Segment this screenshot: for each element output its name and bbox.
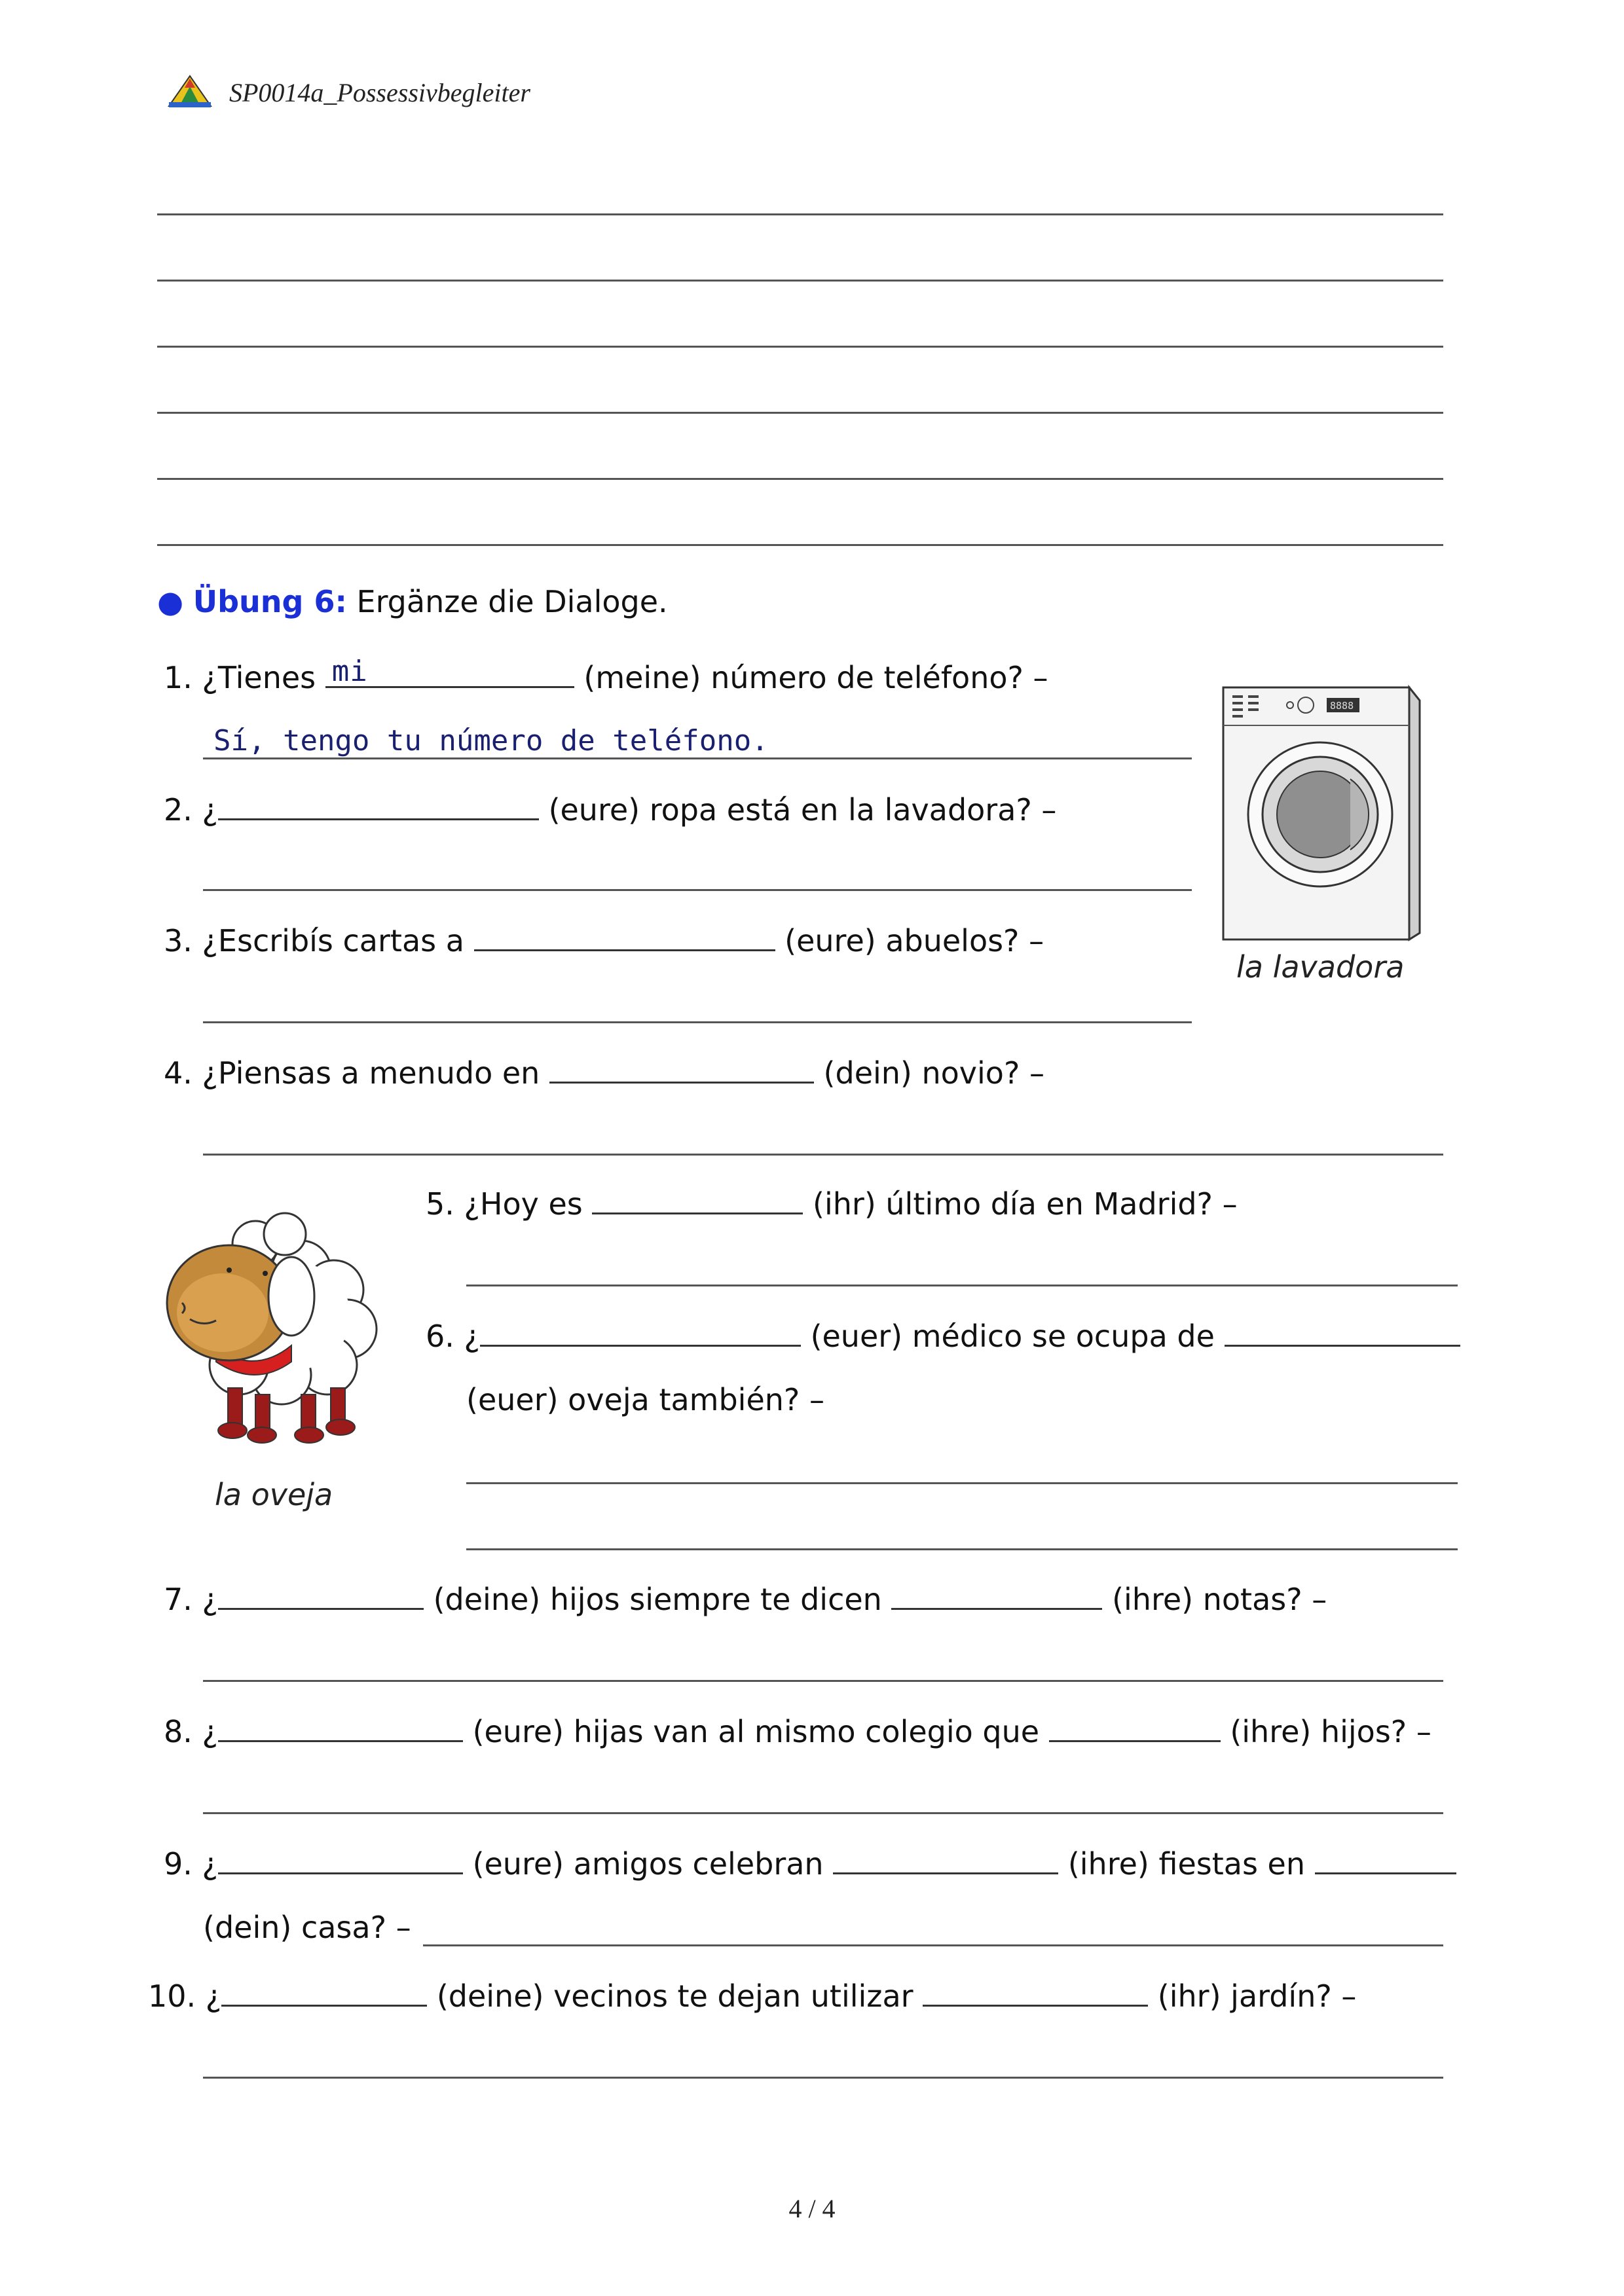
item-number: 2. [164, 792, 193, 828]
answer-blank[interactable] [325, 657, 574, 688]
answer-blank[interactable] [1049, 1711, 1221, 1742]
item-number: 8. [164, 1714, 193, 1749]
item-text: (ihre) notas? – [1112, 1582, 1327, 1617]
item-text: (meine) número de teléfono? – [583, 660, 1048, 695]
item-text: ¿Tienes [202, 660, 316, 695]
item-number: 6. [426, 1319, 454, 1354]
item-8 [164, 1711, 1431, 1750]
item-3 [164, 920, 1044, 959]
item-number: 9. [164, 1846, 193, 1882]
item-text: (eure) amigos celebran [472, 1846, 824, 1882]
item-text: (euer) oveja también? – [466, 1382, 824, 1417]
exercise-label: Übung 6: [193, 584, 347, 619]
item-text: (euer) médico se ocupa de [810, 1319, 1215, 1354]
item-text: ¿ [202, 792, 218, 828]
exercise-instruction: Ergänze die Dialoge. [356, 584, 668, 619]
answer-blank[interactable] [592, 1184, 803, 1214]
exercise-title [157, 584, 668, 619]
sheep-image [151, 1205, 399, 1467]
answer-blank[interactable] [218, 1579, 424, 1610]
writing-line [157, 544, 1443, 546]
item-text: (deine) vecinos te dejan utilizar [436, 1978, 913, 2014]
document-id: SP0014a_Possessivbegleiter [229, 78, 530, 107]
item-number: 3. [164, 923, 193, 958]
answer-line[interactable] [203, 1812, 1443, 1814]
item-text: (dein) novio? – [823, 1055, 1044, 1091]
item-text: (ihre) hijos? – [1230, 1714, 1431, 1749]
washer-caption: la lavadora [1236, 949, 1405, 985]
answer-blank[interactable] [474, 920, 775, 951]
item-text: (eure) ropa está en la lavadora? – [548, 792, 1057, 828]
item-text: ¿ [205, 1978, 222, 2014]
answer-blank[interactable] [1315, 1844, 1456, 1874]
item-5 [426, 1184, 1238, 1222]
publisher-logo [168, 73, 212, 109]
item-text: (dein) casa? – [203, 1910, 411, 1945]
handwritten-answer: mi [331, 655, 368, 688]
item-10 [148, 1976, 1356, 2014]
answer-blank[interactable] [218, 1711, 463, 1742]
answer-blank[interactable] [218, 1844, 463, 1874]
item-9-continued [203, 1909, 411, 1946]
item-6 [426, 1316, 1460, 1355]
item-number: 1. [164, 660, 193, 695]
writing-line [157, 412, 1443, 414]
item-text: (deine) hijos siempre te dicen [433, 1582, 882, 1617]
item-text: (eure) abuelos? – [784, 923, 1044, 958]
item-1 [164, 657, 1048, 696]
item-text: ¿ [464, 1319, 480, 1354]
answer-line[interactable] [466, 1548, 1458, 1550]
answer-blank[interactable] [833, 1844, 1058, 1874]
item-text: (ihre) fiestas en [1067, 1846, 1305, 1882]
writing-line [157, 478, 1443, 480]
handwritten-answer: Sí, tengo tu número de teléfono. [213, 724, 769, 757]
item-text: (eure) hijas van al mismo colegio que [472, 1714, 1040, 1749]
item-number: 10. [148, 1978, 196, 2014]
answer-blank[interactable] [218, 790, 539, 820]
washer-display-text: 8888 [1330, 700, 1354, 712]
item-text: ¿Escribís cartas a [202, 923, 464, 958]
item-text: (ihr) último día en Madrid? – [813, 1186, 1238, 1222]
answer-blank[interactable] [480, 1316, 801, 1347]
item-text: ¿ [202, 1714, 218, 1749]
writing-line [157, 213, 1443, 215]
answer-line[interactable] [203, 1680, 1443, 1682]
item-9 [164, 1844, 1456, 1882]
item-4 [164, 1053, 1044, 1091]
answer-line[interactable] [203, 757, 1192, 759]
writing-line [157, 346, 1443, 348]
item-text: ¿Piensas a menudo en [202, 1055, 540, 1091]
answer-line[interactable] [423, 1944, 1443, 1946]
item-number: 5. [426, 1186, 454, 1222]
item-2 [164, 790, 1056, 828]
answer-line[interactable] [466, 1482, 1458, 1484]
item-text: ¿Hoy es [464, 1186, 583, 1222]
item-text: ¿ [202, 1846, 218, 1882]
answer-blank[interactable] [891, 1579, 1102, 1610]
item-text: ¿ [202, 1582, 218, 1617]
item-number: 7. [164, 1582, 193, 1617]
answer-line[interactable] [203, 1154, 1443, 1156]
writing-line [157, 280, 1443, 282]
answer-blank[interactable] [549, 1053, 814, 1084]
answer-blank[interactable] [221, 1976, 427, 2007]
sheep-caption: la oveja [215, 1477, 333, 1512]
answer-blank[interactable] [923, 1976, 1148, 2007]
answer-blank[interactable] [1225, 1316, 1460, 1347]
item-6-continued [466, 1381, 824, 1418]
bullet: ● [157, 584, 184, 619]
answer-line[interactable] [203, 889, 1192, 891]
item-7 [164, 1579, 1327, 1618]
answer-line[interactable] [466, 1285, 1458, 1286]
page-number: 4 / 4 [788, 2194, 836, 2223]
washing-machine-image [1219, 681, 1422, 943]
item-text: (ihr) jardín? – [1157, 1978, 1357, 2014]
answer-line[interactable] [203, 2077, 1443, 2079]
answer-line[interactable] [203, 1021, 1192, 1023]
item-number: 4. [164, 1055, 193, 1091]
